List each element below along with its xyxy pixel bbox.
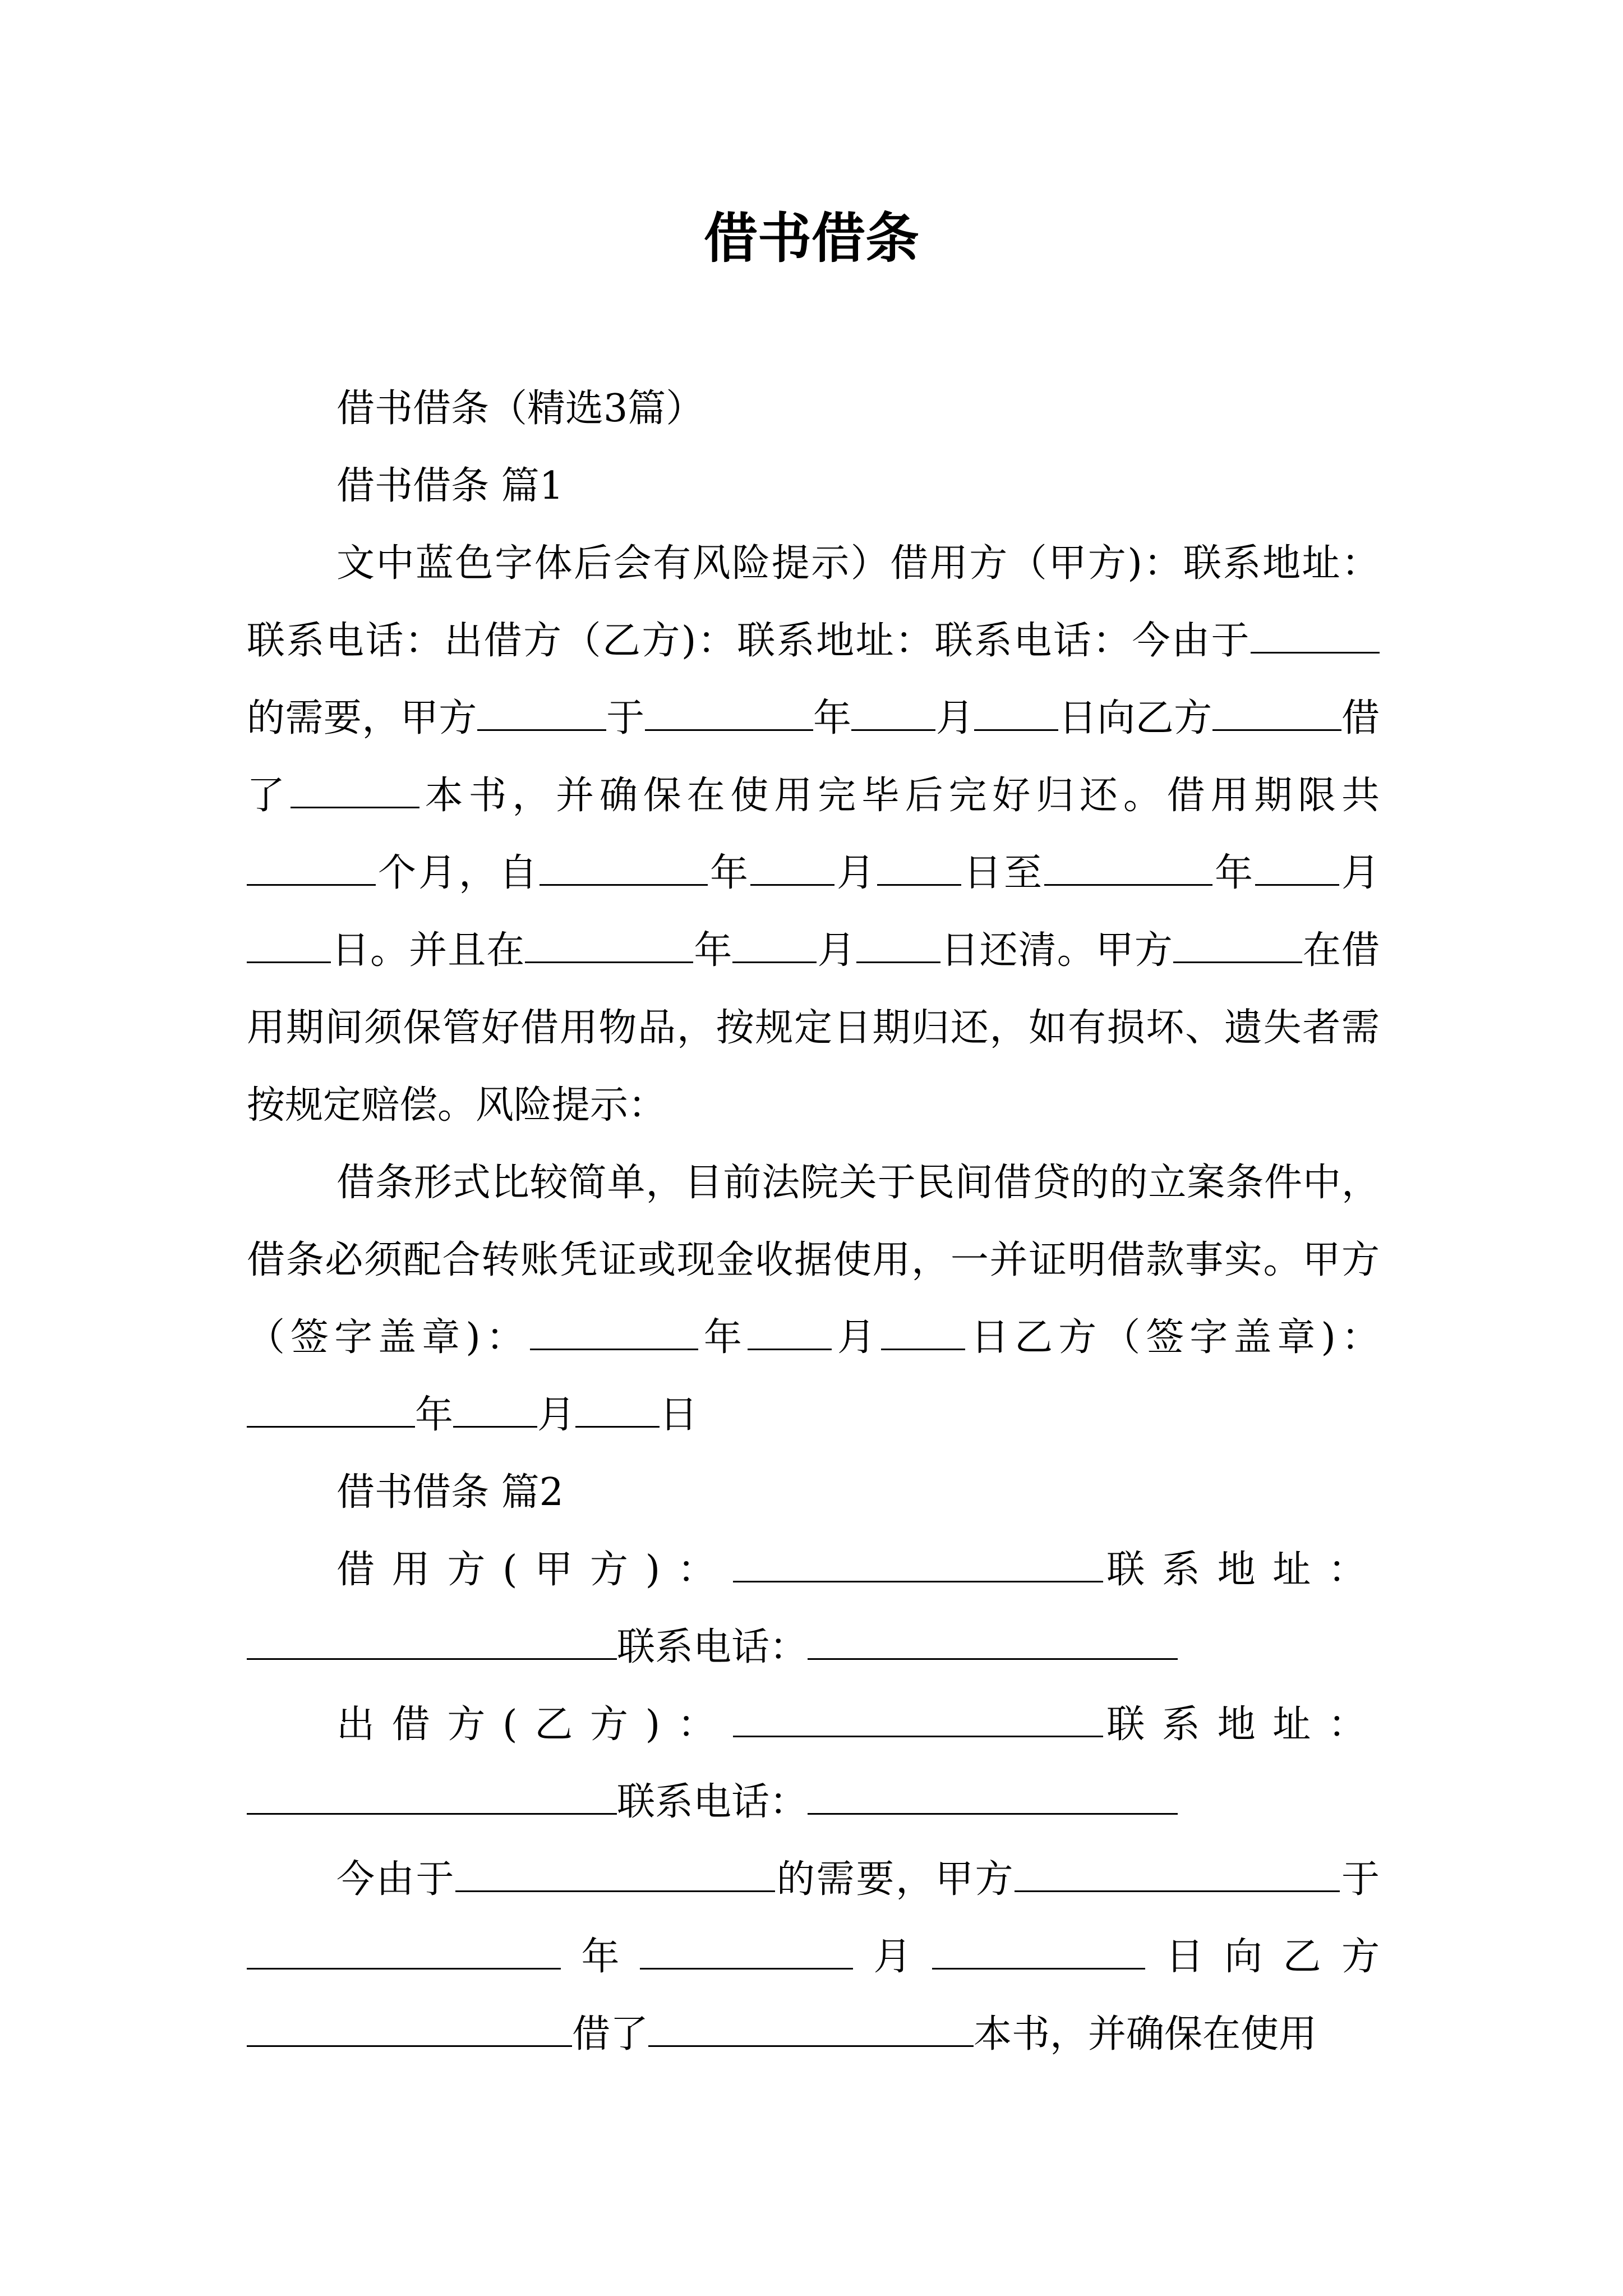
- fill-blank: [247, 927, 331, 963]
- address-label: 联系地址：: [1103, 1703, 1380, 1747]
- fill-blank: [640, 1933, 853, 1970]
- fill-blank: [291, 772, 419, 808]
- text-run: 个月，自: [376, 851, 540, 895]
- fill-blank: [247, 2010, 572, 2047]
- text-run: 月: [817, 928, 856, 973]
- fill-blank: [247, 849, 376, 886]
- text-run: 年: [1212, 851, 1255, 895]
- text-run: 日: [660, 1393, 698, 1437]
- fill-blank: [455, 1856, 775, 1892]
- text-run: 日乙方（签字盖章)：: [965, 1315, 1380, 1360]
- text-run: 本书，并确保在使用完毕后完好归还。借用期限共: [419, 774, 1380, 818]
- borrower-label: 借用方(甲方)：: [336, 1548, 733, 1592]
- text-run: 月: [853, 1935, 932, 1979]
- fill-blank: [974, 694, 1058, 731]
- phone-label: 联系电话：: [617, 1625, 808, 1669]
- text-run: 的需要，甲方: [247, 696, 477, 740]
- fill-blank: [645, 694, 813, 731]
- section2-paragraph: [247, 1841, 1380, 2073]
- text-run: 在借用期间须保管好借用物品，按规定日期归还，如有损坏、遗失者需按规定赔偿。风险提示：: [247, 928, 1380, 1128]
- fill-blank: [1212, 694, 1341, 731]
- fill-blank: [247, 1778, 617, 1815]
- fill-blank: [1251, 617, 1380, 654]
- fill-blank: [1044, 849, 1212, 886]
- text-run: 本书，并确保在使用: [974, 2012, 1317, 2056]
- fill-blank: [247, 1623, 617, 1660]
- lender-line: [247, 1686, 1380, 1841]
- text-run: 今由于: [336, 1857, 456, 1902]
- text-run: 日至: [961, 851, 1044, 895]
- text-run: 月: [537, 1393, 576, 1437]
- text-run: 年: [561, 1935, 640, 1979]
- fill-blank: [1173, 927, 1302, 963]
- text-run: 月: [935, 696, 975, 740]
- text-run: 文中蓝色字体后会有风险提示）借用方（甲方)：联系地址：联系电话：出借方（乙方)：联系地址：联系电话：今由于: [247, 541, 1380, 663]
- text-run: 年: [415, 1393, 454, 1437]
- fill-blank: [932, 1933, 1145, 1970]
- fill-blank: [808, 1623, 1178, 1660]
- fill-blank: [1255, 849, 1339, 886]
- document-body: [247, 370, 1380, 2073]
- fill-blank: [808, 1778, 1178, 1815]
- text-run: 年: [813, 696, 852, 740]
- text-run: 日。并且在: [331, 928, 525, 973]
- text-run: 月: [1339, 851, 1380, 895]
- fill-blank: [247, 1391, 415, 1428]
- text-run: 借了: [247, 696, 1380, 818]
- fill-blank: [530, 1314, 698, 1350]
- text-run: 于: [1340, 1857, 1380, 1902]
- fill-blank: [856, 927, 940, 963]
- text-run: 于: [606, 696, 645, 740]
- fill-blank: [750, 849, 834, 886]
- fill-blank: [732, 927, 817, 963]
- lender-label: 出借方(乙方)：: [336, 1703, 733, 1747]
- text-run: 日向乙方: [1058, 696, 1212, 740]
- phone-label: 联系电话：: [617, 1780, 808, 1824]
- text-run: 年: [698, 1315, 748, 1360]
- fill-blank: [881, 1314, 965, 1350]
- section1-paragraph-1: [247, 525, 1380, 1144]
- text-run: 日还清。甲方: [940, 928, 1173, 973]
- fill-blank: [748, 1314, 832, 1350]
- fill-blank: [851, 694, 935, 731]
- text-run: 月: [831, 1315, 882, 1360]
- fill-blank: [525, 927, 693, 963]
- address-label: 联系地址：: [1103, 1548, 1380, 1592]
- text-run: 借了: [572, 2012, 649, 2056]
- section1-heading: 借书借条 篇1: [336, 464, 564, 508]
- fill-blank: [1015, 1856, 1340, 1892]
- borrower-line: [247, 1531, 1380, 1686]
- fill-blank: [733, 1701, 1103, 1737]
- fill-blank: [733, 1546, 1103, 1582]
- fill-blank: [453, 1391, 537, 1428]
- text-run: 的需要，甲方: [775, 1857, 1015, 1902]
- text-run: 年: [707, 851, 750, 895]
- text-run: 年: [693, 928, 733, 973]
- fill-blank: [247, 1933, 561, 1970]
- text-run: 日向乙方: [1145, 1935, 1380, 1979]
- fill-blank: [575, 1391, 660, 1428]
- document-title: 借书借条: [704, 207, 919, 270]
- fill-blank: [877, 849, 961, 886]
- text-run: 月: [834, 851, 877, 895]
- fill-blank: [648, 2010, 974, 2047]
- fill-blank: [540, 849, 708, 886]
- fill-blank: [477, 694, 606, 731]
- section1-paragraph-2: [247, 1144, 1380, 1454]
- intro-line: 借书借条（精选3篇）: [336, 386, 704, 431]
- text-run: 借条形式比较简单，目前法院关于民间借贷的的立案条件中，借条必须配合转账凭证或现金收据使用，一并证明借款事实。甲方（签字盖章)：: [247, 1161, 1380, 1360]
- section2-heading: 借书借条 篇2: [336, 1470, 564, 1515]
